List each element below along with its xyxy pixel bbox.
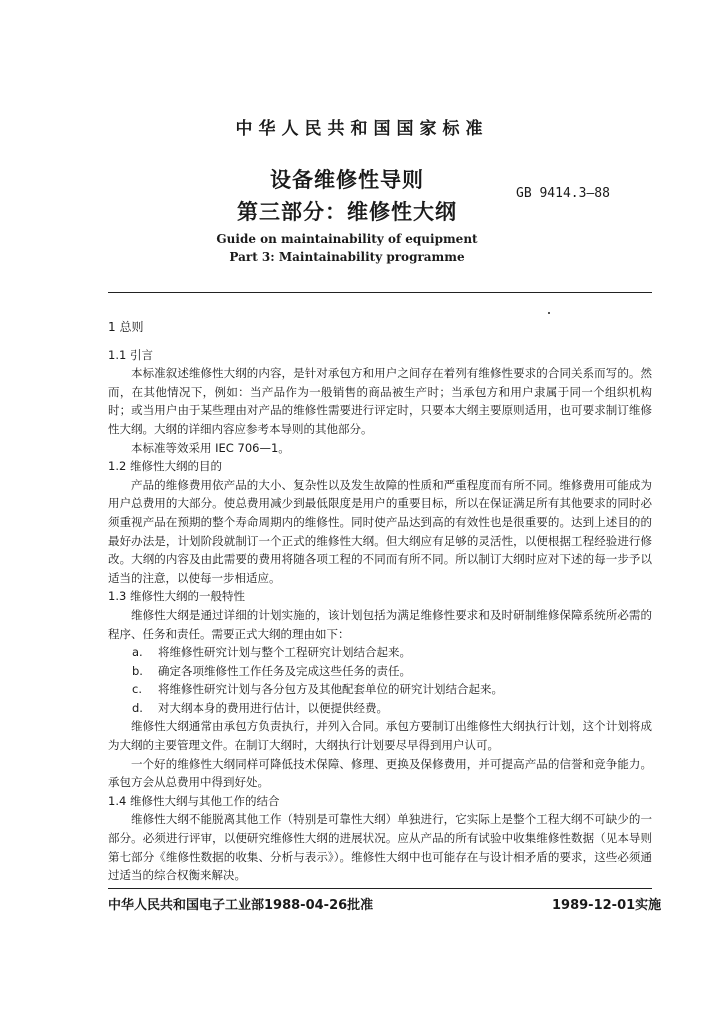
section-1-2-paragraph-1: 产品的维修费用依产品的大小、复杂性以及发生故障的性质和严重程度而有所不同。维修费用可能成为用户总费用的大部分。使总费用减少到最低限度是用户的重要目标，所以在保证满足所有其他要求的同时必须重视产品在预期的整个寿命周期内的维修性。同时使产品达到高的有效性也是很重要的。达到上述目的的最好办法是，计划阶段就制订一个正式的维修性大纲。但大纲应有足够的灵活性，以便根据工程经验进行修改。大纲的内容及由此需要的费用将随各项工程的不同而有所不同。所以制订大纲时应对下述的每一步予以适当的注意，以使每一步相适应。: [108, 477, 652, 585]
effective-date: 1989-12-01实施: [552, 898, 662, 913]
section-1-3-heading: 1.3 维修性大纲的一般特性: [108, 589, 245, 604]
document-title-cn: 设备维修性导则: [270, 168, 424, 192]
section-1-3-paragraph-2: 维修性大纲通常由承包方负责执行，并列入合同。承包方要制订出维修性大纲执行计划，这个计划将成为大纲的主要管理文件。在制订大纲时，大纲执行计划要尽早得到用户认可。: [108, 719, 652, 753]
list-item-a-text: 将维修性研究计划与整个工程研究计划结合起来。: [158, 645, 411, 660]
list-item-d-label: d.: [132, 700, 143, 715]
list-item-a-label: a.: [132, 645, 143, 660]
section-1-4-paragraph-1: 维修性大纲不能脱离其他工作（特别是可靠性大纲）单独进行，它实际上是整个工程大纲不可缺少的一部分。必须进行评审，以便研究维修性大纲的进展状况。应从产品的所有试验中收集维修性数据（见本导则第七部分《维修性数据的收集、分析与表示》）。维修性大纲中也可能存在与设计相矛盾的要求，这些必须通过适当的综合权衡来解决。: [108, 812, 652, 883]
list-item-c-label: c.: [132, 682, 142, 697]
list-item-d: [108, 699, 652, 718]
section-1-1-heading: 1.1 引言: [108, 347, 153, 362]
section-1-1-paragraph-2: 本标准等效采用 IEC 706—1。: [131, 440, 290, 455]
list-item-b-text: 确定各项维修性工作任务及完成这些任务的责任。: [158, 663, 411, 678]
standard-number: GB 9414.3—88: [516, 186, 610, 201]
document-subtitle-cn: 第三部分：维修性大纲: [237, 200, 457, 224]
list-item-a: [108, 643, 652, 662]
list-item-c-text: 将维修性研究计划与各分包方及其他配套单位的研究计划结合起来。: [158, 682, 503, 697]
section-1-heading: 1 总则: [108, 320, 144, 334]
section-1-4-heading: 1.4 维修性大纲与其他工作的结合: [108, 793, 280, 808]
document-subtitle-en: Part 3: Maintainability programme: [229, 250, 465, 264]
footer-divider: [108, 888, 652, 889]
document-title-en: Guide on maintainability of equipment: [216, 232, 478, 246]
approval-line: 中华人民共和国电子工业部1988-04-26批准: [108, 898, 374, 913]
list-item-d-text: 对大纲本身的费用进行估计，以便提供经费。: [158, 700, 388, 715]
section-1-1-paragraph-1: 本标准叙述维修性大纲的内容，是针对承包方和用户之间存在着列有维修性要求的合同关系而写的。然而，在其他情况下，例如：当产品作为一般销售的商品被生产时；当承包方和用户隶属于同一个组织机构时；或当用户由于某些理由对产品的维修性需要进行评定时，只要本大纲主要原则适用，也可要求制订维修性大纲。大纲的详细内容应参考本导则的其他部分。: [108, 366, 652, 436]
list-item-b-label: b.: [132, 663, 143, 678]
document-body: [108, 318, 652, 885]
list-item-b: [108, 662, 652, 681]
national-standard-header: 中华人民共和国国家标准: [235, 119, 489, 139]
scan-speck: [548, 312, 550, 314]
section-1-2-heading: 1.2 维修性大纲的目的: [108, 459, 222, 474]
section-1-3-paragraph-3: 一个好的维修性大纲同样可降低技术保障、修理、更换及保修费用，并可提高产品的信誉和竞争能力。承包方会从总费用中得到好处。: [108, 756, 652, 790]
header-divider: [108, 292, 652, 293]
list-item-c: [108, 680, 652, 699]
section-1-3-paragraph-1: 维修性大纲是通过详细的计划实施的，该计划包括为满足维修性要求和及时研制维修保障系统所必需的程序、任务和责任。需要正式大纲的理由如下：: [108, 607, 652, 641]
